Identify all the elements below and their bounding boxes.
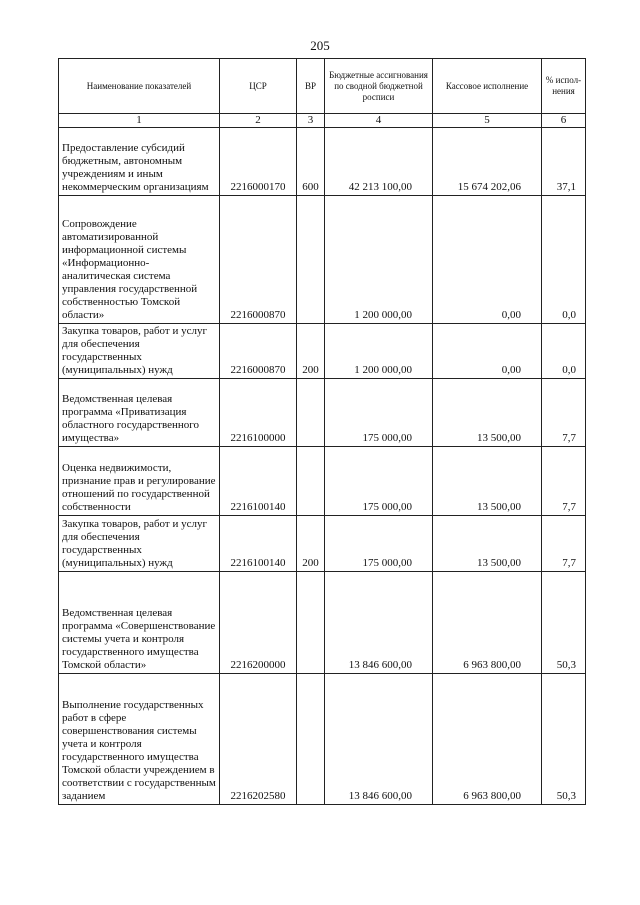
row-csr: 2216200000 [220,572,297,674]
row-name: Сопровождение автоматизированной информационной системы «Информационно-аналитическая система управления государственной собственностью Томской области» [59,196,220,324]
row-percent: 0,0 [542,324,586,379]
table-header-row [59,59,586,114]
row-vr [297,674,325,805]
header-vr: ВР [297,59,325,114]
row-csr: 2216000870 [220,324,297,379]
table-row [59,447,586,516]
row-execution: 13 500,00 [433,447,542,516]
row-vr: 200 [297,516,325,572]
row-name: Закупка товаров, работ и услуг для обеспечения государственных (муниципальных) нужд [59,324,220,379]
column-number-row [59,114,586,128]
page-number: 205 [310,38,330,53]
column-number: 5 [433,114,542,128]
header-budget: Бюджетные ассигнования по сводной бюджетной росписи [325,59,433,114]
row-percent: 37,1 [542,128,586,196]
table-row [59,324,586,379]
row-percent: 7,7 [542,379,586,447]
row-name: Ведомственная целевая программа «Совершенствование системы учета и контроля государственного имущества Томской области» [59,572,220,674]
row-csr: 2216202580 [220,674,297,805]
row-execution: 13 500,00 [433,516,542,572]
row-csr: 2216100140 [220,447,297,516]
row-budget: 1 200 000,00 [325,324,433,379]
header-name: Наименование показателей [59,59,220,114]
row-percent: 7,7 [542,447,586,516]
row-vr: 200 [297,324,325,379]
row-budget: 13 846 600,00 [325,674,433,805]
row-vr [297,379,325,447]
row-vr [297,196,325,324]
row-percent: 7,7 [542,516,586,572]
row-budget: 175 000,00 [325,447,433,516]
column-number: 4 [325,114,433,128]
row-percent: 0,0 [542,196,586,324]
table-row [59,674,586,805]
row-execution: 0,00 [433,324,542,379]
row-execution: 6 963 800,00 [433,674,542,805]
row-csr: 2216000170 [220,128,297,196]
column-number: 2 [220,114,297,128]
column-number: 6 [542,114,586,128]
row-csr: 2216100000 [220,379,297,447]
table-row [59,516,586,572]
column-number: 3 [297,114,325,128]
row-execution: 6 963 800,00 [433,572,542,674]
row-budget: 175 000,00 [325,516,433,572]
row-percent: 50,3 [542,674,586,805]
row-name: Ведомственная целевая программа «Приватизация областного государственного имущества» [59,379,220,447]
table-row [59,379,586,447]
row-execution: 0,00 [433,196,542,324]
row-csr: 2216100140 [220,516,297,572]
row-execution: 13 500,00 [433,379,542,447]
row-budget: 42 213 100,00 [325,128,433,196]
row-name: Оценка недвижимости, признание прав и регулирование отношений по государственной собственности [59,447,220,516]
row-name: Закупка товаров, работ и услуг для обеспечения государственных (муниципальных) нужд [59,516,220,572]
row-vr [297,447,325,516]
table-row [59,196,586,324]
row-vr: 600 [297,128,325,196]
header-execution: Кассовое исполнение [433,59,542,114]
row-budget: 13 846 600,00 [325,572,433,674]
column-number: 1 [59,114,220,128]
budget-execution-table [58,58,586,805]
row-name: Выполнение государственных работ в сфере совершенствования системы учета и контроля государственного имущества Томской области учреждением в соответствии с государственным заданием [59,674,220,805]
table-row [59,128,586,196]
row-vr [297,572,325,674]
row-budget: 175 000,00 [325,379,433,447]
row-execution: 15 674 202,06 [433,128,542,196]
row-name: Предоставление субсидий бюджетным, автономным учреждениям и иным некоммерческим организациям [59,128,220,196]
row-csr: 2216000870 [220,196,297,324]
row-percent: 50,3 [542,572,586,674]
header-percent: % испол-нения [542,59,586,114]
row-budget: 1 200 000,00 [325,196,433,324]
header-csr: ЦСР [220,59,297,114]
table-row [59,572,586,674]
